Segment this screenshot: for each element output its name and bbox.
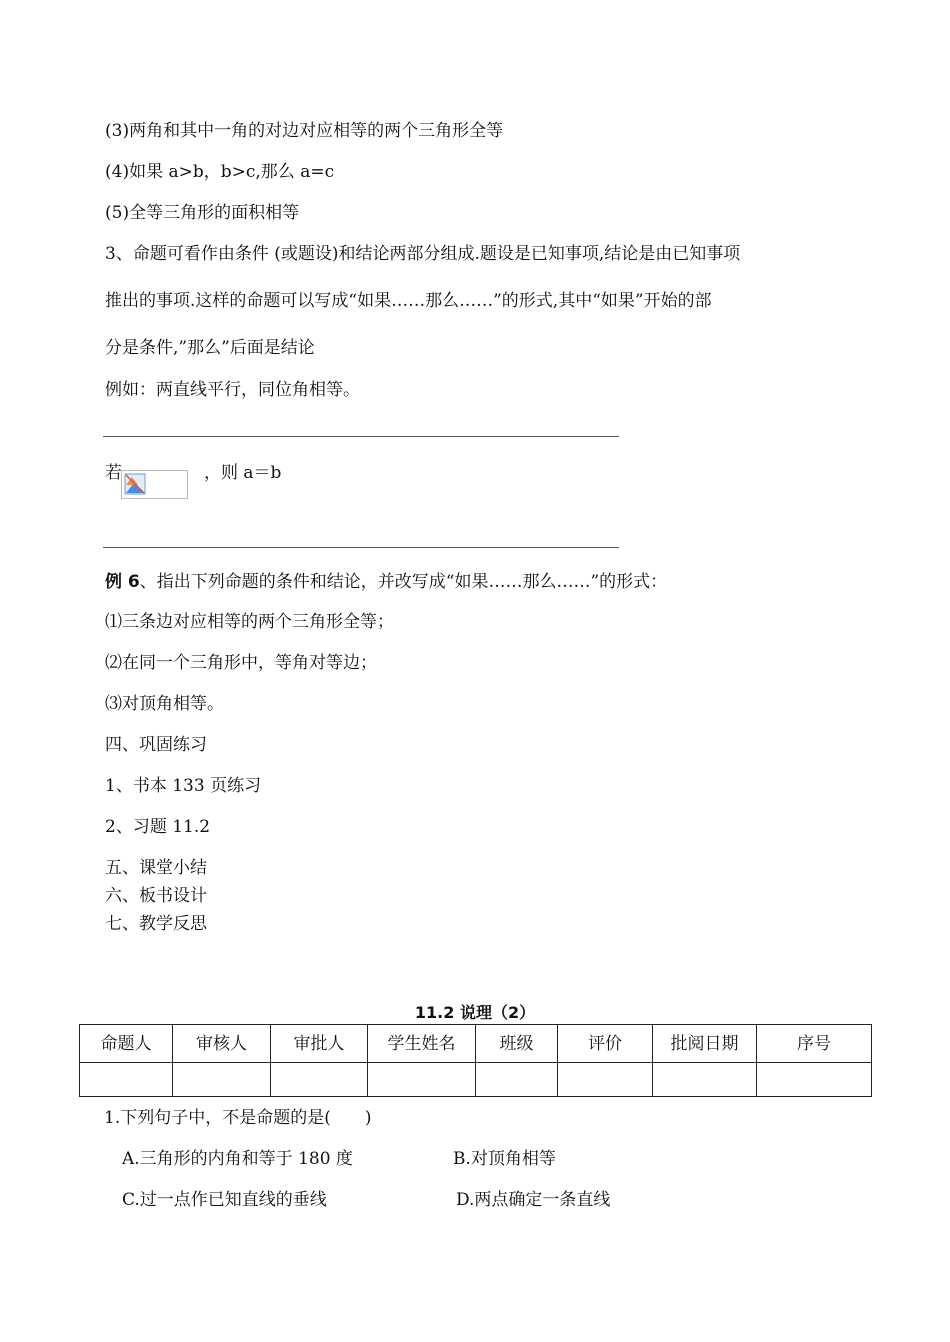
text-line-suffix: ，则 a＝b (204, 463, 282, 483)
table-header-cell: 审批人 (271, 1025, 368, 1063)
text-line: (5)全等三角形的面积相等 (105, 203, 300, 223)
example-text: 、指出下列命题的条件和结论，并改写成“如果……那么……”的形式： (139, 572, 668, 592)
broken-image-placeholder (121, 470, 188, 499)
table-cell (558, 1063, 653, 1097)
table-cell (476, 1063, 558, 1097)
text-line: ⑵在同一个三角形中，等角对等边； (105, 653, 377, 673)
text-line: 分是条件,”那么”后面是结论 (105, 338, 315, 358)
text-line: (3)两角和其中一角的对边对应相等的两个三角形全等 (105, 121, 504, 141)
info-table (79, 1024, 872, 1097)
example-heading (105, 570, 667, 594)
section-heading: 四、巩固练习 (105, 735, 207, 755)
text-line: 例如：两直线平行，同位角相等。 (105, 380, 360, 400)
text-line-prefix: 若 (105, 463, 122, 483)
text-line: 3、命题可看作由条件 (或题设)和结论两部分组成.题设是已知事项,结论是由已知事项 (105, 244, 741, 264)
text-line: 推出的事项.这样的命题可以写成“如果……那么……”的形式,其中“如果”开始的部 (105, 291, 712, 311)
text-line: 1、书本 133 页练习 (105, 776, 262, 796)
table-header-row (80, 1025, 872, 1063)
worksheet-title: 11.2 说理（2） (414, 1003, 536, 1022)
option-a: A.三角形的内角和等于 180 度 (122, 1149, 353, 1169)
table-cell (173, 1063, 271, 1097)
divider (103, 547, 619, 548)
text-line: (4)如果 a>b，b>c,那么 a=c (105, 162, 335, 182)
option-c: C.过一点作已知直线的垂线 (122, 1190, 327, 1210)
table-header-cell: 序号 (757, 1025, 872, 1063)
text-line: ⑴三条边对应相等的两个三角形全等； (105, 612, 394, 632)
table-row (80, 1063, 872, 1097)
image-icon (124, 473, 146, 495)
table-header-cell: 命题人 (80, 1025, 173, 1063)
section-heading: 五、课堂小结 (105, 858, 207, 878)
section-heading: 六、板书设计 (105, 886, 207, 906)
table-header-cell: 班级 (476, 1025, 558, 1063)
text-line: 2、习题 11.2 (105, 817, 211, 837)
example-label: 例 6 (105, 572, 140, 592)
table-cell (653, 1063, 757, 1097)
table-cell (757, 1063, 872, 1097)
table-cell (368, 1063, 476, 1097)
table-cell (80, 1063, 173, 1097)
divider (103, 436, 619, 437)
table-cell (271, 1063, 368, 1097)
text-line: ⑶对顶角相等。 (105, 694, 224, 714)
table-header-cell: 审核人 (173, 1025, 271, 1063)
table-header-cell: 评价 (558, 1025, 653, 1063)
section-heading: 七、教学反思 (105, 914, 207, 934)
table-header-cell: 学生姓名 (368, 1025, 476, 1063)
table-header-cell: 批阅日期 (653, 1025, 757, 1063)
question-stem: 1.下列句子中，不是命题的是( ) (104, 1108, 372, 1128)
option-d: D.两点确定一条直线 (456, 1190, 611, 1210)
option-b: B.对顶角相等 (453, 1149, 556, 1169)
